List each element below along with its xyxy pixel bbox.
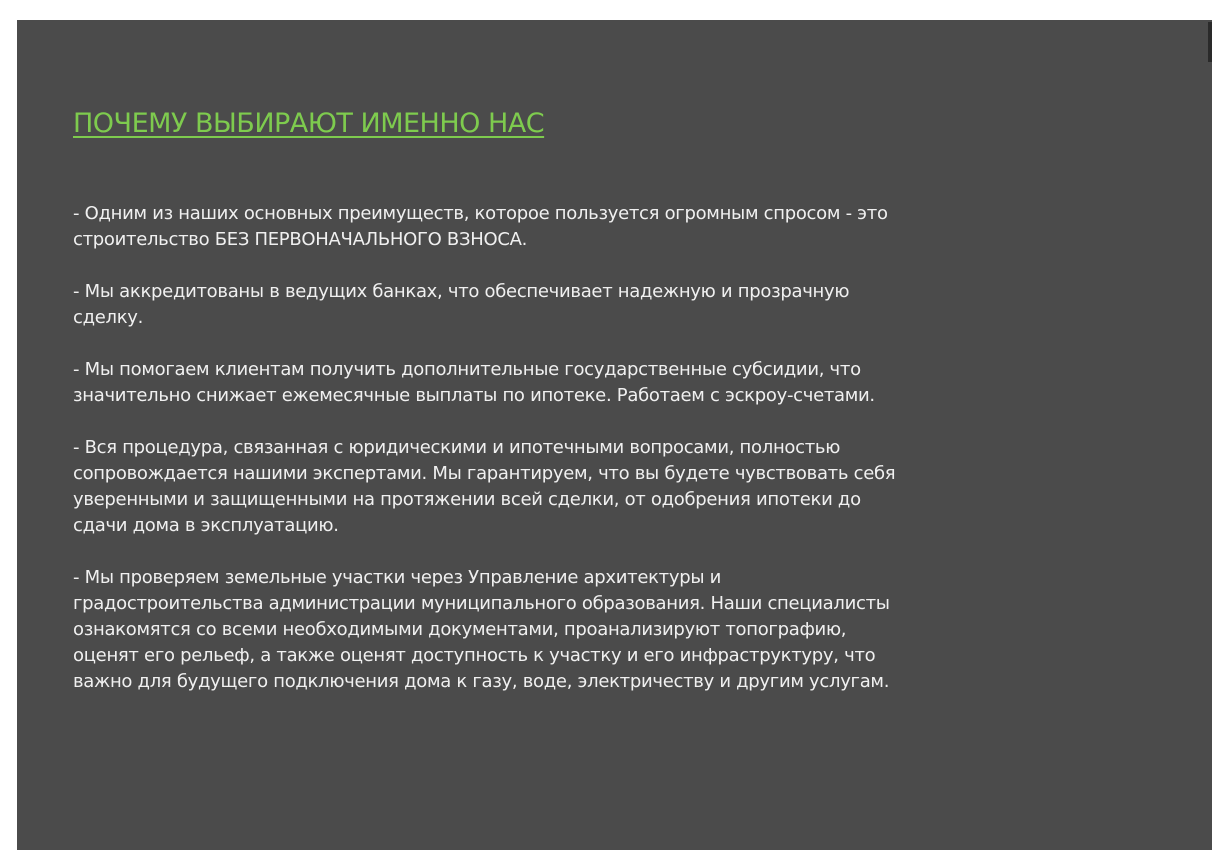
slide-title: ПОЧЕМУ ВЫБИРАЮТ ИМЕННО НАС	[73, 108, 545, 139]
scrollbar-thumb[interactable]	[1208, 22, 1212, 62]
paragraph-bank-accreditation: - Мы аккредитованы в ведущих банках, что обеспечивает надежную и прозрачную сделку.	[73, 281, 850, 328]
slide	[17, 20, 1212, 850]
paragraph-legal-support: - Вся процедура, связанная с юридическими и ипотечными вопросами, полностью сопровождается нашими экспертами. Мы гарантируем, что вы будете чувствовать себя уверенными и защищенными на протяжении всей сделки, от одобрения ипотеки до сдачи дома в эксплуатацию.	[73, 437, 896, 536]
paragraph-land-check: - Мы проверяем земельные участки через Управление архитектуры и градостроительства администрации муниципального образования. Наши специалисты ознакомятся со всеми необходимыми документами, проанализируют топографию, оценят его рельеф, а также оценят доступность к участку и его инфраструктуру, что важно для будущего подключения дома к газу, воде, электричеству и другим услугам.	[73, 567, 890, 692]
paragraph-down-payment: - Одним из наших основных преимуществ, которое пользуется огромным спросом - это строительство БЕЗ ПЕРВОНАЧАЛЬНОГО ВЗНОСА.	[73, 203, 888, 250]
slide-body	[73, 201, 1174, 695]
paragraph-subsidies: - Мы помогаем клиентам получить дополнительные государственные субсидии, что значительно снижает ежемесячные выплаты по ипотеке. Работаем с эскроу-счетами.	[73, 359, 875, 406]
